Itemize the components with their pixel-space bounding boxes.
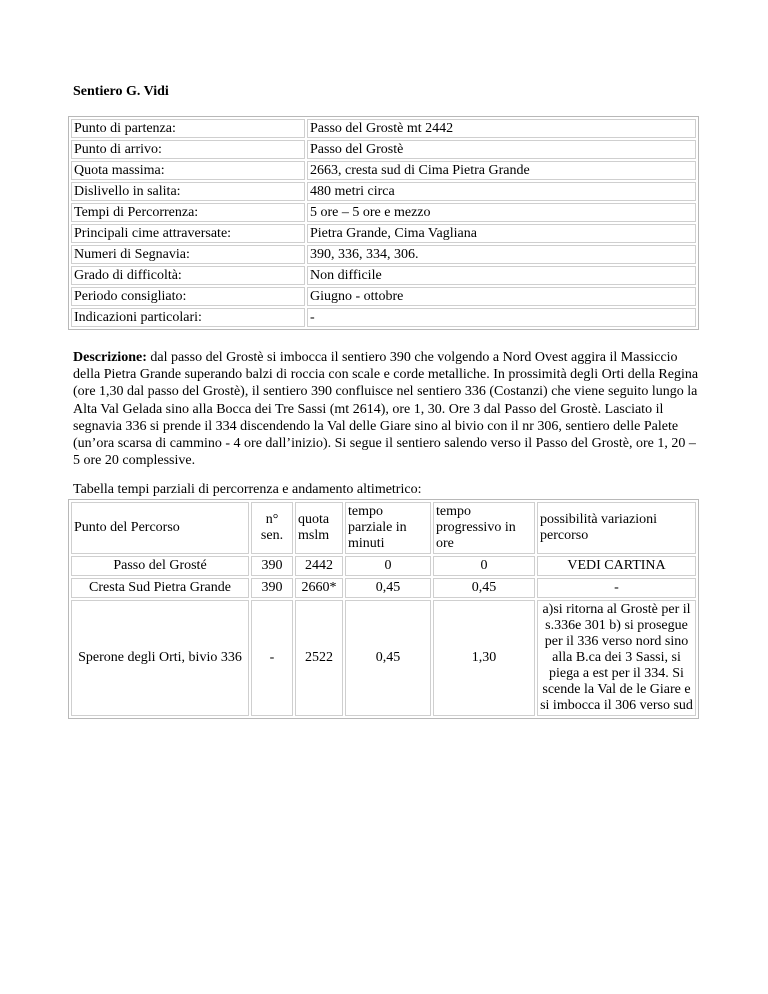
info-row (71, 140, 696, 159)
cell-progressivo: 0 (433, 556, 535, 576)
description-text: dal passo del Grostè si imbocca il sentiero 390 che volgendo a Nord Ovest aggira il Massiccio della Pietra Grande superando balzi di roccia con scale e corde metalliche. In prossimità degli Orti della Regina (ore 1,30 dal passo del Grostè), il sentiero 390 confluisce nel sentiero 336 (Costanzi) che viene seguito lungo la Alta Val Gelada sino alla Bocca dei Tre Sassi (mt 2614), ore 1, 30. Ore 3 dal Passo del Grostè. Lasciato il segnavia 336 si prende il 334 discendendo la Val delle Giare sino al bivio con il nr 306, sentiero delle Palete (un’ora scarsa di cammino - 4 ore dall’inizio). Si segue il sentiero salendo verso il Passo del Grostè, ore 1, 20 – 5 ore 20 complessive. (73, 350, 699, 469)
header-parziale: tempo parziale in minuti (345, 502, 431, 554)
description-paragraph (73, 349, 701, 469)
info-value: 480 metri circa (307, 182, 696, 201)
table-header-row (71, 502, 696, 554)
cell-parziale: 0 (345, 556, 431, 576)
header-sen: n° sen. (251, 502, 293, 554)
cell-parziale: 0,45 (345, 600, 431, 716)
info-row (71, 119, 696, 138)
info-row (71, 161, 696, 180)
info-row (71, 245, 696, 264)
table-row (71, 578, 696, 598)
info-value: - (307, 308, 696, 327)
cell-quota: 2442 (295, 556, 343, 576)
table-row (71, 556, 696, 576)
info-value: Non difficile (307, 266, 696, 285)
info-label: Indicazioni particolari: (71, 308, 305, 327)
info-row (71, 224, 696, 243)
trail-info-table (68, 116, 699, 330)
cell-progressivo: 1,30 (433, 600, 535, 716)
cell-variazioni: VEDI CARTINA (537, 556, 696, 576)
info-value: Giugno - ottobre (307, 287, 696, 306)
info-label: Quota massima: (71, 161, 305, 180)
info-label: Periodo consigliato: (71, 287, 305, 306)
cell-sen: - (251, 600, 293, 716)
cell-punto: Cresta Sud Pietra Grande (71, 578, 249, 598)
info-value: Pietra Grande, Cima Vagliana (307, 224, 696, 243)
info-value: 390, 336, 334, 306. (307, 245, 696, 264)
cell-progressivo: 0,45 (433, 578, 535, 598)
table-caption: Tabella tempi parziali di percorrenza e andamento altimetrico: (73, 482, 422, 497)
info-value: 2663, cresta sud di Cima Pietra Grande (307, 161, 696, 180)
cell-sen: 390 (251, 556, 293, 576)
info-label: Dislivello in salita: (71, 182, 305, 201)
table-row (71, 600, 696, 716)
header-progressivo: tempo progressivo in ore (433, 502, 535, 554)
info-row (71, 203, 696, 222)
info-value: Passo del Grostè (307, 140, 696, 159)
info-label: Punto di arrivo: (71, 140, 305, 159)
cell-sen: 390 (251, 578, 293, 598)
info-row (71, 308, 696, 327)
description-label: Descrizione: (73, 350, 147, 365)
cell-quota: 2660* (295, 578, 343, 598)
page-title: Sentiero G. Vidi (73, 84, 169, 99)
header-variazioni: possibilità variazioni percorso (537, 502, 696, 554)
info-label: Tempi di Percorrenza: (71, 203, 305, 222)
cell-punto: Passo del Grosté (71, 556, 249, 576)
cell-variazioni: - (537, 578, 696, 598)
cell-quota: 2522 (295, 600, 343, 716)
header-quota: quota mslm (295, 502, 343, 554)
cell-parziale: 0,45 (345, 578, 431, 598)
info-label: Grado di difficoltà: (71, 266, 305, 285)
info-value: Passo del Grostè mt 2442 (307, 119, 696, 138)
info-label: Numeri di Segnavia: (71, 245, 305, 264)
header-punto: Punto del Percorso (71, 502, 249, 554)
times-table (68, 499, 699, 719)
info-label: Punto di partenza: (71, 119, 305, 138)
info-row (71, 266, 696, 285)
cell-punto: Sperone degli Orti, bivio 336 (71, 600, 249, 716)
info-label: Principali cime attraversate: (71, 224, 305, 243)
info-row (71, 287, 696, 306)
cell-variazioni: a)si ritorna al Grostè per il s.336e 301 b) si prosegue per il 336 verso nord sino alla B.ca dei 3 Sassi, si piega a est per il 334. Si scende la Val de le Giare e si imbocca il 306 verso sud (537, 600, 696, 716)
info-row (71, 182, 696, 201)
info-value: 5 ore – 5 ore e mezzo (307, 203, 696, 222)
